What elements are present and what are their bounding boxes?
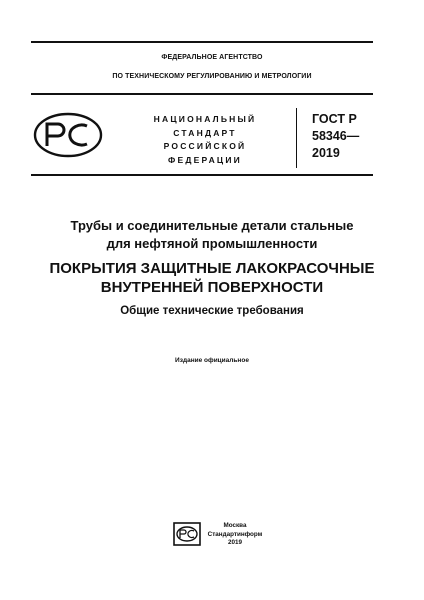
main-title-line-2: ВНУТРЕННЕЙ ПОВЕРХНОСТИ [100, 279, 324, 296]
publisher-year: 2019 [227, 539, 242, 546]
edition-label: Издание официальное [175, 357, 249, 364]
designation-line-2: 58346— [312, 129, 360, 143]
subtitle: Общие технические требования [120, 305, 304, 317]
agency-line-1: ФЕДЕРАЛЬНОЕ АГЕНТСТВО [161, 54, 263, 61]
main-title-line-1: ПОКРЫТИЯ ЗАЩИТНЫЕ ЛАКОКРАСОЧНЫЕ [49, 260, 375, 277]
vertical-divider [296, 108, 297, 168]
agency-line-2: ПО ТЕХНИЧЕСКОМУ РЕГУЛИРОВАНИЮ И МЕТРОЛОГИИ [112, 73, 312, 80]
designation-line-1: ГОСТ Р [312, 112, 357, 126]
title-line-1: Трубы и соединительные детали стальные [70, 218, 354, 233]
natstd-line-1: НАЦИОНАЛЬНЫЙ [153, 114, 257, 124]
designation-line-3: 2019 [312, 146, 340, 160]
national-standard-label [138, 113, 272, 167]
standard-designation [312, 111, 359, 162]
publisher-city: Москва [223, 522, 247, 529]
publisher-name: Стандартинформ [207, 530, 263, 538]
natstd-line-3: РОССИЙСКОЙ [163, 141, 247, 151]
gost-r-certification-mark-icon [33, 112, 103, 163]
natstd-line-4: ФЕДЕРАЦИИ [168, 154, 242, 165]
natstd-line-2: СТАНДАРТ [173, 127, 237, 138]
top-rule [31, 41, 373, 43]
standartinform-logo-icon [173, 522, 201, 551]
publisher-info [203, 522, 267, 548]
title-line-2: для нефтяной промышленности [106, 236, 318, 251]
header-rule [31, 93, 373, 95]
title-block-rule [31, 174, 373, 176]
